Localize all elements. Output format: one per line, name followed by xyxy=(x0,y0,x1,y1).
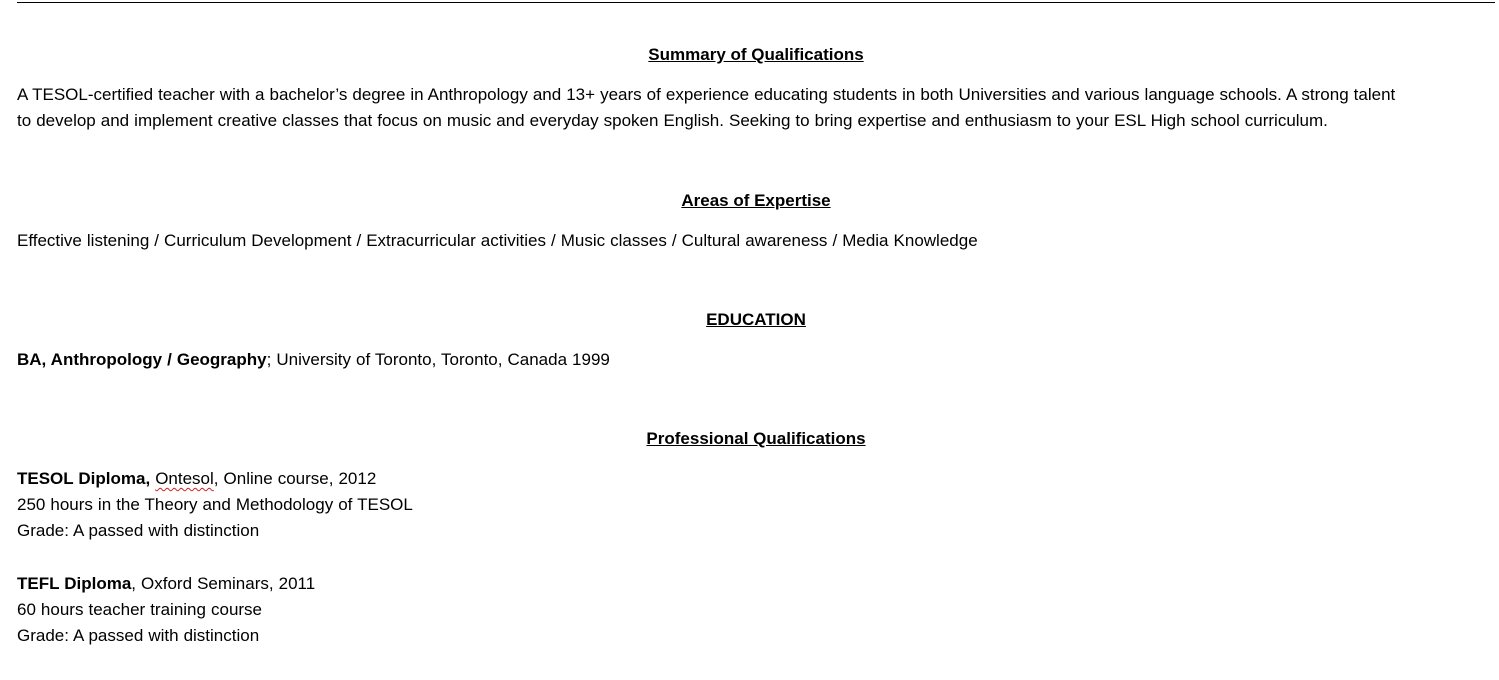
tefl-hours: 60 hours teacher training course xyxy=(17,600,263,619)
education-line xyxy=(17,347,1495,373)
education-degree: BA, Anthropology / Geography xyxy=(17,350,267,369)
tesol-title-line xyxy=(17,466,1495,492)
tesol-grade: Grade: A passed with distinction xyxy=(17,521,260,540)
professional-heading: Professional Qualifications xyxy=(646,429,866,448)
top-divider xyxy=(17,2,1495,3)
summary-line-2: to develop and implement creative classes that focus on music and everyday spoken English. Seeking to bring expertise and enthusiasm to your ESL High school curriculum. xyxy=(17,111,1328,130)
tefl-grade: Grade: A passed with distinction xyxy=(17,626,260,645)
tefl-title: TEFL Diploma xyxy=(17,574,132,593)
expertise-heading: Areas of Expertise xyxy=(681,191,831,210)
summary-heading: Summary of Qualifications xyxy=(648,45,864,64)
education-details: ; University of Toronto, Toronto, Canada 1999 xyxy=(266,350,610,369)
education-heading: EDUCATION xyxy=(706,310,806,329)
tesol-hours: 250 hours in the Theory and Methodology of TESOL xyxy=(17,495,413,514)
tesol-details: , Online course, 2012 xyxy=(213,469,377,488)
tesol-entry xyxy=(17,466,1495,544)
summary-line-1: A TESOL-certified teacher with a bachelor’s degree in Anthropology and 13+ years of experience educating students in both Universities and various language schools. A strong talent xyxy=(17,85,1396,104)
tefl-title-line xyxy=(17,571,1495,597)
expertise-list: Effective listening / Curriculum Development / Extracurricular activities / Music classes / Cultural awareness / Media Knowledge xyxy=(17,231,978,250)
tefl-details: , Oxford Seminars, 2011 xyxy=(131,574,316,593)
education-entry xyxy=(17,347,1495,373)
expertise-paragraph xyxy=(17,228,1495,254)
tesol-provider: Ontesol xyxy=(155,469,214,488)
tesol-title: TESOL Diploma, xyxy=(17,469,151,488)
summary-paragraph xyxy=(17,82,1495,134)
tefl-entry xyxy=(17,571,1495,649)
